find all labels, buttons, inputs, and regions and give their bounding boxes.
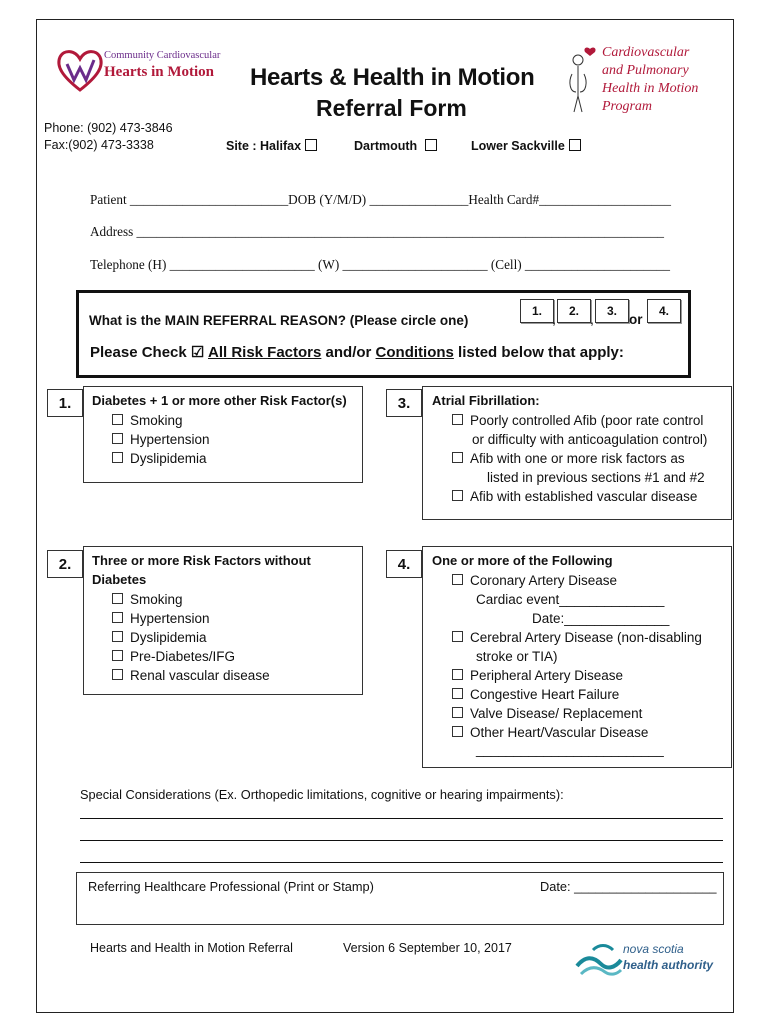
patient-dob-healthcard-field[interactable]: Patient ________________________DOB (Y/M/D) _______________Health Card#____________________ [90, 192, 671, 207]
section-2-number: 2. [47, 550, 83, 578]
referrer-label: Referring Healthcare Professional (Print or Stamp) [88, 879, 374, 894]
check-suffix: listed below that apply: [458, 344, 624, 361]
checkbox-dartmouth[interactable] [425, 139, 437, 151]
conditions: Conditions [375, 344, 454, 361]
item-label: Cerebral Artery Disease (non-disabling [470, 630, 702, 645]
item-label: Smoking [130, 413, 183, 428]
logo-right-line3: Health in Motion [602, 81, 699, 96]
logo-right-line2: and Pulmonary [602, 63, 689, 78]
checkbox[interactable] [452, 414, 463, 425]
logo-left-line2: Hearts in Motion [104, 64, 214, 80]
special-considerations-line-2[interactable] [80, 840, 723, 841]
logo-right-line4: Program [602, 99, 653, 114]
section-3-item-risk-factors-cont: listed in previous sections #1 and #2 [487, 470, 705, 485]
section-1-item-hypertension[interactable] [112, 430, 210, 449]
checkbox-lower-sackville[interactable] [569, 139, 581, 151]
section-3-item-risk-factors[interactable] [452, 449, 685, 468]
site-halifax[interactable] [226, 139, 317, 153]
fax-number: Fax:(902) 473-3338 [44, 138, 154, 152]
section-4-item-cerebral[interactable] [452, 628, 702, 647]
nsha-line2: health authority [623, 958, 714, 972]
section-3-item-poor-control-cont: or difficulty with anticoagulation control) [472, 432, 708, 447]
and-or: and/or [325, 344, 372, 361]
checkbox[interactable] [452, 490, 463, 501]
checkbox[interactable] [112, 593, 123, 604]
item-label: Dyslipidemia [130, 451, 207, 466]
nsha-line1: nova scotia [623, 942, 684, 956]
section-1-title: Diabetes + 1 or more other Risk Factor(s) [92, 393, 347, 408]
item-label: Renal vascular disease [130, 668, 270, 683]
item-label: Coronary Artery Disease [470, 573, 618, 588]
reason-option-4[interactable]: 4. [647, 299, 681, 323]
telephone-field[interactable]: Telephone (H) ______________________ (W) ______________________ (Cell) ______________________ [90, 257, 670, 272]
footer-title: Hearts and Health in Motion Referral [90, 941, 293, 955]
phone-number: Phone: (902) 473-3846 [44, 121, 173, 135]
address-field[interactable]: Address ________________________________________________________________________________ [90, 224, 665, 239]
section-1-item-dyslipidemia[interactable] [112, 449, 207, 468]
section-2-item-renal[interactable] [112, 666, 270, 685]
item-label: Poorly controlled Afib (poor rate control [470, 413, 704, 428]
checkbox[interactable] [112, 669, 123, 680]
checkbox[interactable] [112, 433, 123, 444]
heart-logo-icon [54, 46, 106, 94]
checkbox[interactable] [112, 631, 123, 642]
section-3-item-poor-control[interactable] [452, 411, 703, 430]
section-4-date-field[interactable]: Date:______________ [532, 611, 670, 626]
section-4-number: 4. [386, 550, 422, 578]
item-label: Hypertension [130, 432, 210, 447]
item-label: Valve Disease/ Replacement [470, 706, 643, 721]
checkbox[interactable] [452, 631, 463, 642]
section-2-item-prediabetes[interactable] [112, 647, 235, 666]
special-considerations-line-1[interactable] [80, 818, 723, 819]
check-prefix: Please Check [90, 344, 187, 361]
reason-or: or [629, 312, 643, 327]
section-4-other-blank[interactable]: _________________________ [476, 742, 664, 757]
checkbox[interactable] [452, 688, 463, 699]
checkbox[interactable] [452, 574, 463, 585]
referrer-date-field[interactable]: Date: ____________________ [540, 879, 717, 894]
site-halifax-label: Site : Halifax [226, 139, 302, 153]
logo-right-line1: Cardiovascular [602, 45, 690, 60]
special-considerations-line-3[interactable] [80, 862, 723, 863]
nsha-wave-icon [575, 940, 623, 980]
section-4-item-chf[interactable] [452, 685, 619, 704]
site-dartmouth-label: Dartmouth [354, 139, 418, 153]
item-label: Hypertension [130, 611, 210, 626]
section-3-number: 3. [386, 389, 422, 417]
section-2-title-line2: Diabetes [92, 572, 147, 587]
checkbox[interactable] [112, 650, 123, 661]
checkbox[interactable] [452, 707, 463, 718]
site-lower-sackville[interactable] [471, 139, 581, 153]
item-label: Smoking [130, 592, 183, 607]
hearts-in-motion-logo [54, 46, 224, 96]
item-label: Other Heart/Vascular Disease [470, 725, 649, 740]
reason-option-3[interactable]: 3. [595, 299, 629, 323]
site-dartmouth[interactable] [354, 139, 437, 153]
section-4-item-peripheral[interactable] [452, 666, 623, 685]
checkbox[interactable] [452, 669, 463, 680]
section-4-title: One or more of the Following [432, 553, 613, 568]
special-considerations-label: Special Considerations (Ex. Orthopedic limitations, cognitive or hearing impairments): [80, 787, 564, 802]
section-4-item-coronary[interactable] [452, 571, 617, 590]
site-lower-sackville-label: Lower Sackville [471, 139, 565, 153]
checkbox[interactable] [112, 414, 123, 425]
logo-left-line1: Community Cardiovascular [104, 50, 221, 61]
item-label: Peripheral Artery Disease [470, 668, 624, 683]
reason-separator-1: , [552, 311, 556, 327]
checkbox[interactable] [112, 612, 123, 623]
section-4-item-cerebral-cont: stroke or TIA) [476, 649, 558, 664]
footer-version: Version 6 September 10, 2017 [343, 941, 512, 955]
item-label: Afib with one or more risk factors as [470, 451, 685, 466]
checkbox-halifax[interactable] [305, 139, 317, 151]
nsha-logo [575, 938, 715, 982]
checkbox[interactable] [112, 452, 123, 463]
form-title: Hearts & Health in Motion [250, 64, 535, 91]
section-2-item-dyslipidemia[interactable] [112, 628, 207, 647]
checkbox[interactable] [452, 452, 463, 463]
section-4-item-valve[interactable] [452, 704, 642, 723]
item-label: Congestive Heart Failure [470, 687, 620, 702]
checkbox[interactable] [452, 726, 463, 737]
reason-option-2[interactable]: 2. [557, 299, 591, 323]
section-1-item-smoking[interactable] [112, 411, 183, 430]
section-3-title: Atrial Fibrillation: [432, 393, 540, 408]
section-3-item-vascular[interactable] [452, 487, 697, 506]
cardio-pulmonary-logo [566, 44, 731, 124]
form-subtitle: Referral Form [316, 95, 467, 121]
checked-box-icon: ☑ [190, 344, 205, 361]
reason-option-1[interactable]: 1. [520, 299, 554, 323]
section-2-title-line1: Three or more Risk Factors without [92, 553, 311, 568]
referral-reason-question: What is the MAIN REFERRAL REASON? (Please circle one) [89, 313, 469, 328]
item-label: Afib with established vascular disease [470, 489, 698, 504]
section-2-item-hypertension[interactable] [112, 609, 210, 628]
reason-separator-2: , [590, 311, 594, 327]
item-label: Pre-Diabetes/IFG [130, 649, 236, 664]
all-risk-factors: All Risk Factors [207, 344, 322, 361]
item-label: Dyslipidemia [130, 630, 207, 645]
check-instructions [90, 343, 624, 361]
section-1-number: 1. [47, 389, 83, 417]
lungs-figure-icon [566, 46, 602, 116]
section-2-item-smoking[interactable] [112, 590, 183, 609]
section-4-cardiac-event-field[interactable]: Cardiac event______________ [476, 592, 665, 607]
